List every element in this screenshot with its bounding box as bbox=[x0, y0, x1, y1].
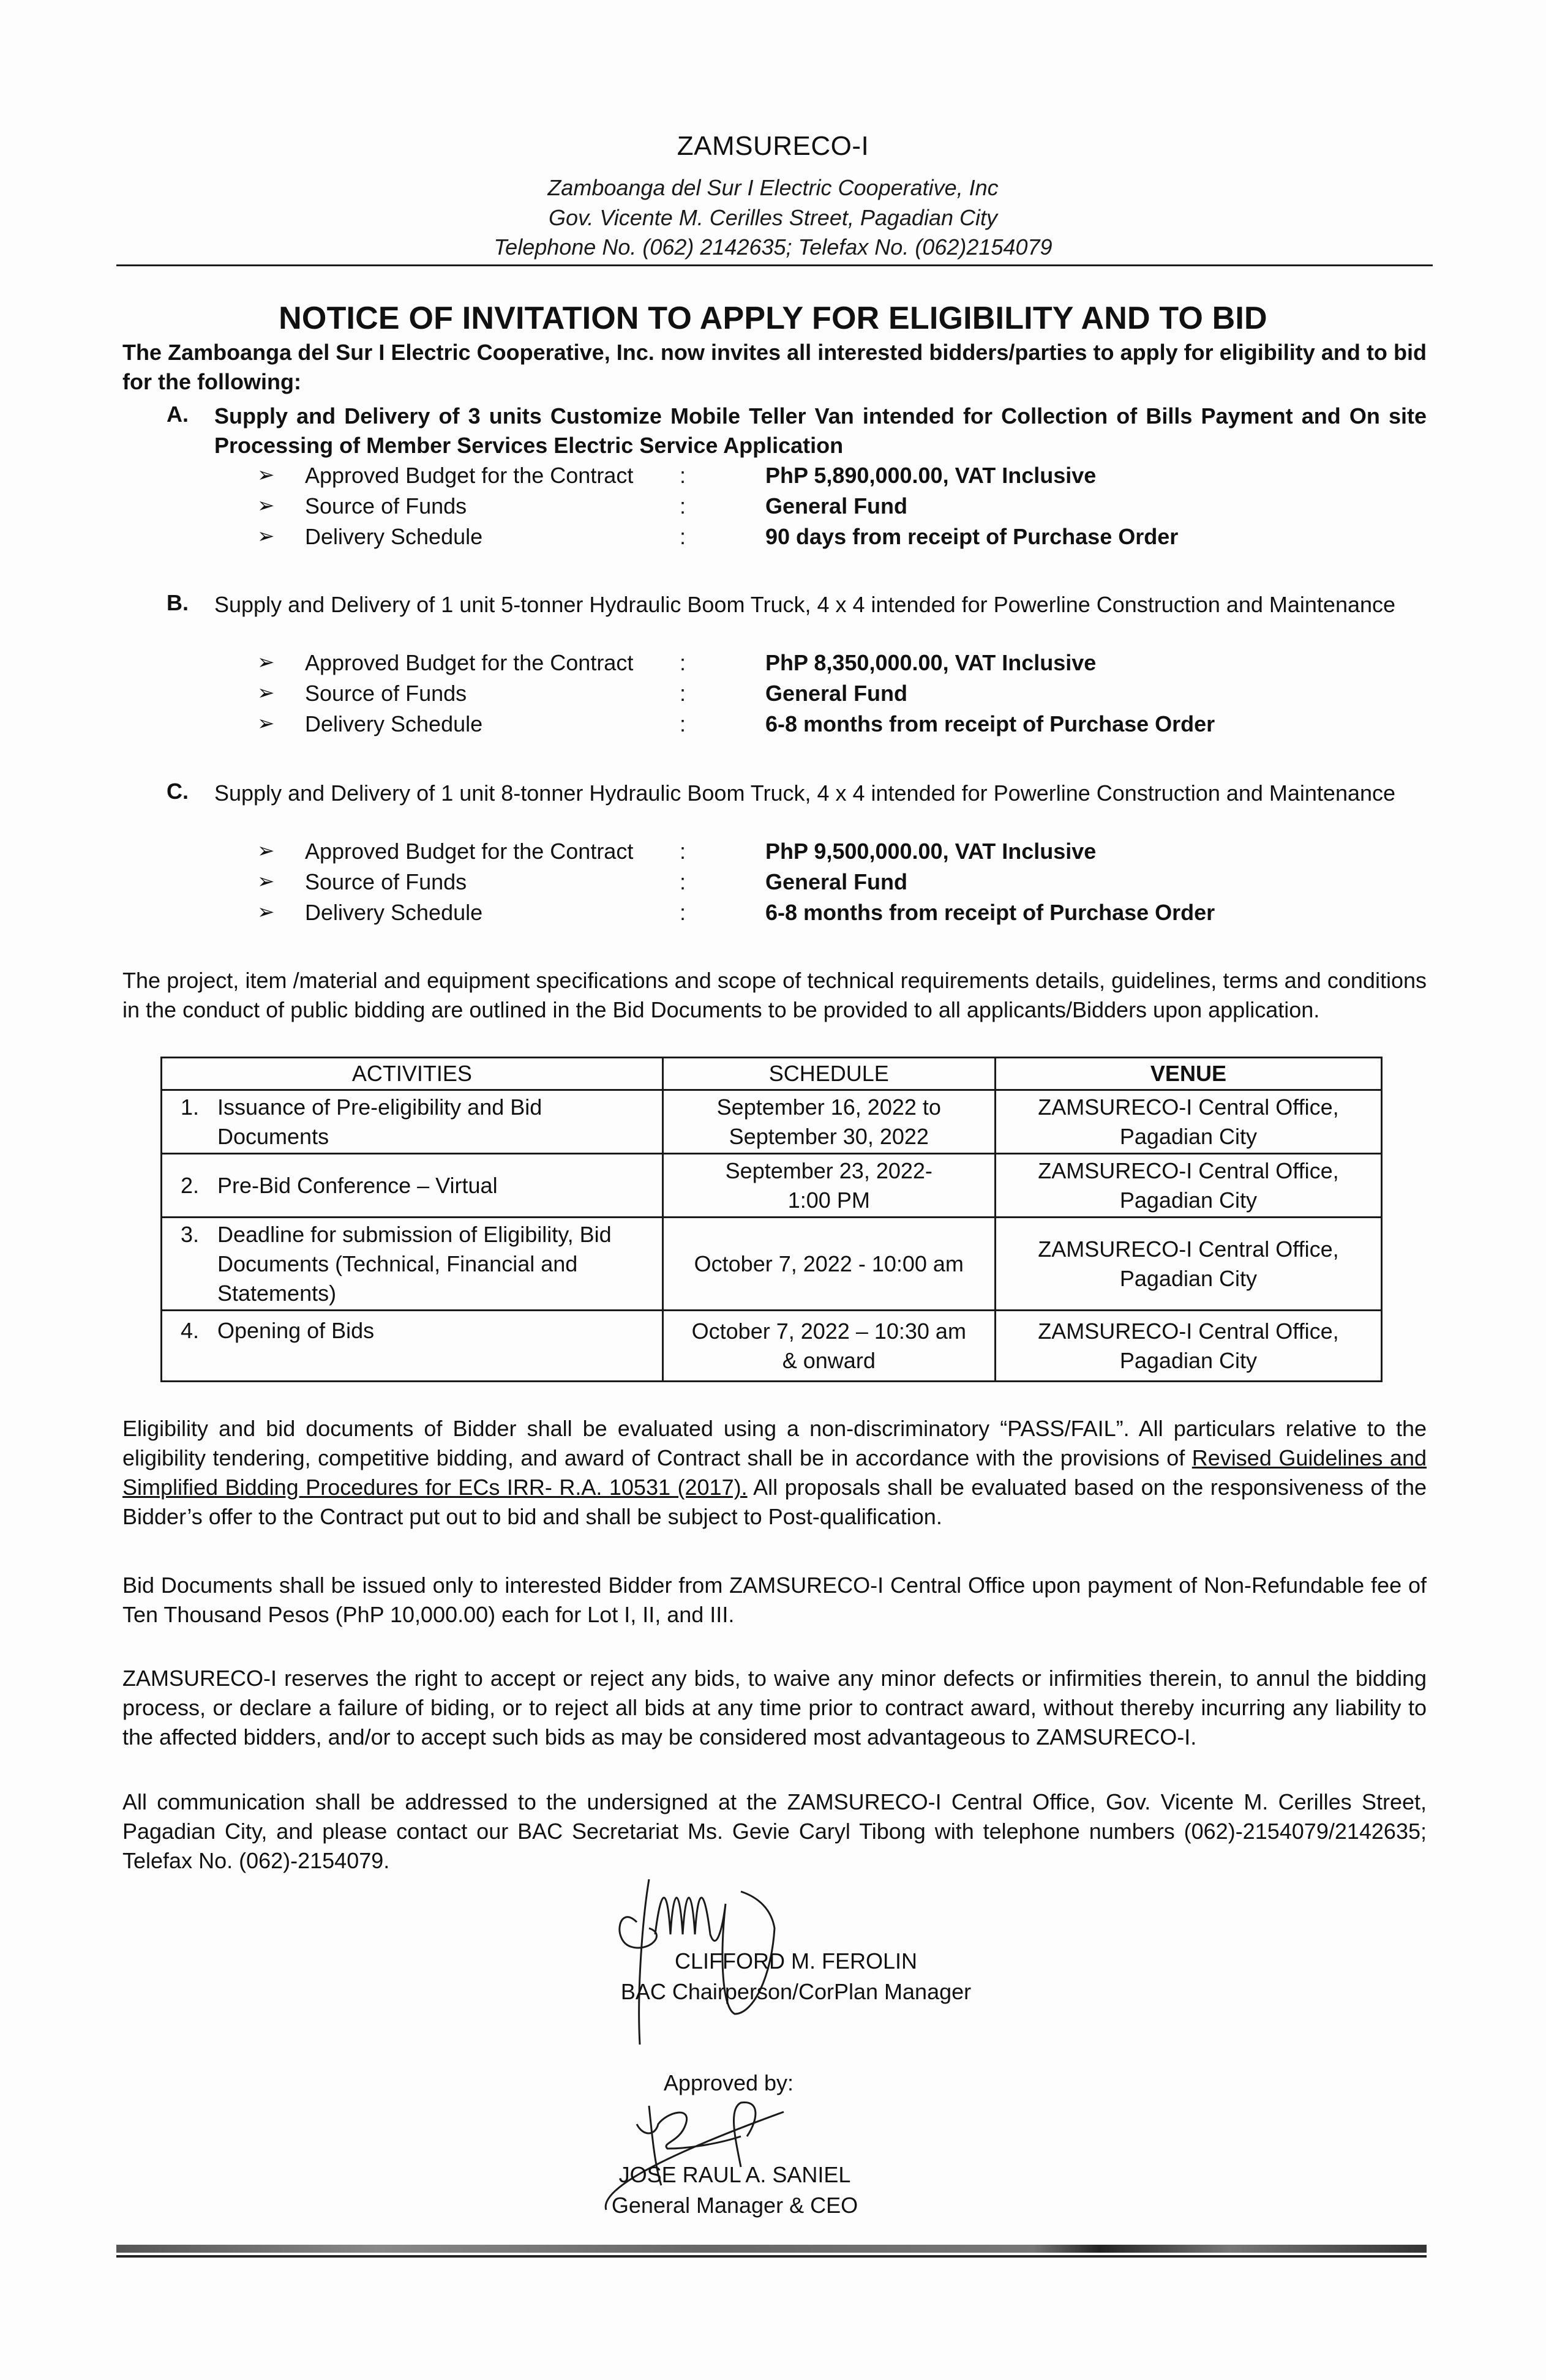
item-a-spec-budget bbox=[257, 463, 1420, 493]
item-c-spec-delivery bbox=[257, 900, 1420, 930]
item-b-title: Supply and Delivery of 1 unit 5-tonner Hydraulic Boom Truck, 4 x 4 intended for Powerline Construction and Maintenance bbox=[214, 592, 1396, 617]
item-b-spec-delivery bbox=[257, 711, 1420, 742]
spec-label: Approved Budget for the Contract bbox=[305, 839, 634, 864]
fee-paragraph: Bid Documents shall be issued only to interested Bidder from ZAMSURECO-I Central Office upon payment of Non-Refundable fee of Ten Thousand Pesos (PhP 10,000.00) each for Lot I, II, and III. bbox=[122, 1573, 1427, 1627]
venue-line: ZAMSURECO-I Central Office, bbox=[1038, 1158, 1339, 1183]
activity-number: 2. bbox=[181, 1172, 200, 1198]
table-row bbox=[162, 1311, 1382, 1382]
venue-cell bbox=[995, 1311, 1381, 1382]
footer-bar bbox=[116, 2245, 1427, 2253]
venue-line: ZAMSURECO-I Central Office, bbox=[1038, 1318, 1339, 1344]
spec-value: PhP 8,350,000.00, VAT Inclusive bbox=[765, 650, 1097, 675]
arrow-bullet-icon: ➢ bbox=[257, 494, 275, 517]
venue-line: Pagadian City bbox=[1119, 1187, 1258, 1213]
venue-cell bbox=[995, 1218, 1381, 1311]
venue-cell bbox=[995, 1090, 1381, 1154]
spec-label: Approved Budget for the Contract bbox=[305, 650, 634, 675]
schedule-line: September 23, 2022- bbox=[725, 1158, 932, 1183]
schedule-cell bbox=[662, 1090, 995, 1154]
activity-number: 1. bbox=[181, 1094, 200, 1120]
activity-number: 4. bbox=[181, 1318, 200, 1343]
spec-colon: : bbox=[680, 493, 686, 518]
schedule-line: October 7, 2022 – 10:30 am bbox=[691, 1318, 966, 1344]
activity-cell bbox=[162, 1218, 663, 1311]
spec-label: Source of Funds bbox=[305, 869, 467, 894]
schedule-cell bbox=[662, 1154, 995, 1218]
schedule-cell bbox=[662, 1218, 995, 1311]
signatory-1-name: CLIFFORD M. FEROLIN bbox=[674, 1948, 918, 1974]
arrow-bullet-icon: ➢ bbox=[257, 900, 275, 924]
notice-title: NOTICE OF INVITATION TO APPLY FOR ELIGIBILITY AND TO BID bbox=[279, 301, 1267, 336]
spec-value: PhP 9,500,000.00, VAT Inclusive bbox=[765, 839, 1097, 864]
org-name: ZAMSURECO-I bbox=[677, 131, 869, 161]
schedule-cell bbox=[662, 1311, 995, 1382]
spec-label: Delivery Schedule bbox=[305, 900, 483, 925]
spec-value: PhP 5,890,000.00, VAT Inclusive bbox=[765, 463, 1097, 488]
intro-paragraph: The Zamboanga del Sur I Electric Cooperative, Inc. now invites all interested bidders/parties to apply for eligibility and to bid for the following: bbox=[122, 340, 1427, 394]
spec-value: 90 days from receipt of Purchase Order bbox=[765, 524, 1179, 549]
venue-line: Pagadian City bbox=[1119, 1265, 1258, 1291]
signatory-2-name: JOSE RAUL A. SANIEL bbox=[618, 2162, 851, 2187]
arrow-bullet-icon: ➢ bbox=[257, 870, 275, 893]
evaluation-text-end: All proposals shall be evaluated based on the responsiveness of the Bidder’s offer to the Contract put out to bid and shall be subject to Post-qualification. bbox=[122, 1475, 1427, 1529]
table-header-row bbox=[162, 1058, 1382, 1090]
header-venue: VENUE bbox=[995, 1058, 1381, 1090]
org-full-name: Zamboanga del Sur I Electric Cooperative, Inc bbox=[547, 175, 999, 200]
header-activities: ACTIVITIES bbox=[162, 1058, 663, 1090]
item-c-title: Supply and Delivery of 1 unit 8-tonner Hydraulic Boom Truck, 4 x 4 intended for Powerline Construction and Maintenance bbox=[214, 780, 1396, 806]
reservation-paragraph: ZAMSURECO-I reserves the right to accept or reject any bids, to waive any minor defects or infirmities therein, to annul the bidding process, or declare a failure of biding, or to reject all bids at any time prior to contract award, without thereby incurring any liability to the affected bidders, and/or to accept such bids as may be considered most advantageous to ZAMSURECO-I. bbox=[122, 1666, 1427, 1749]
spec-label: Source of Funds bbox=[305, 681, 467, 706]
item-c-spec-budget bbox=[257, 839, 1420, 869]
footer-rule bbox=[116, 2255, 1427, 2258]
activity-cell bbox=[162, 1154, 663, 1218]
spec-colon: : bbox=[680, 463, 686, 488]
activity-cell bbox=[162, 1090, 663, 1154]
guidelines-reference: Revised Guidelines and Simplified Bidding Procedures for ECs IRR- R.A. 10531 (2017). bbox=[122, 1445, 1427, 1500]
communication-paragraph: All communication shall be addressed to the undersigned at the ZAMSURECO-I Central Office, Gov. Vicente M. Cerilles Street, Pagadian City, and please contact our BAC Secretariat Ms. Gevie Caryl Tibong with telephone numbers (062)-2154079/2142635; Telefax No. (062)-2154079. bbox=[122, 1789, 1427, 1873]
spec-colon: : bbox=[680, 839, 686, 864]
spec-value: General Fund bbox=[765, 869, 908, 894]
arrow-bullet-icon: ➢ bbox=[257, 463, 275, 487]
item-a-letter: A. bbox=[167, 402, 189, 427]
arrow-bullet-icon: ➢ bbox=[257, 681, 275, 705]
item-c-spec-funds bbox=[257, 869, 1420, 900]
table-row bbox=[162, 1154, 1382, 1218]
scope-paragraph: The project, item /material and equipment specifications and scope of technical requirements details, guidelines, terms and conditions in the conduct of public bidding are outlined in the Bid Documents to be provided to all applicants/Bidders upon application. bbox=[122, 968, 1427, 1022]
activity-text: Deadline for submission of Eligibility, Bid Documents (Technical, Financial and Statements) bbox=[217, 1221, 612, 1306]
org-contact: Telephone No. (062) 2142635; Telefax No. (062)2154079 bbox=[493, 234, 1053, 260]
item-a-spec-funds bbox=[257, 493, 1420, 524]
spec-value: 6-8 months from receipt of Purchase Order bbox=[765, 900, 1215, 925]
activity-text: Issuance of Pre-eligibility and Bid Documents bbox=[217, 1094, 542, 1149]
evaluation-paragraph bbox=[122, 1414, 1427, 1532]
spec-label: Source of Funds bbox=[305, 493, 467, 518]
activity-number: 3. bbox=[181, 1221, 200, 1247]
spec-colon: : bbox=[680, 900, 686, 925]
item-b-spec-funds bbox=[257, 681, 1420, 711]
header-schedule: SCHEDULE bbox=[662, 1058, 995, 1090]
spec-colon: : bbox=[680, 681, 686, 706]
item-a-title: Supply and Delivery of 3 units Customize Mobile Teller Van intended for Collection of Bills Payment and On site Processing of Member Services Electric Service Application bbox=[214, 403, 1427, 458]
item-b-spec-budget bbox=[257, 650, 1420, 681]
arrow-bullet-icon: ➢ bbox=[257, 651, 275, 674]
spec-label: Approved Budget for the Contract bbox=[305, 463, 634, 488]
schedule-line: & onward bbox=[782, 1347, 876, 1373]
spec-colon: : bbox=[680, 524, 686, 549]
activity-text: Pre-Bid Conference – Virtual bbox=[217, 1172, 498, 1198]
arrow-bullet-icon: ➢ bbox=[257, 839, 275, 863]
schedule-line: September 16, 2022 to bbox=[716, 1094, 941, 1120]
schedule-line: 1:00 PM bbox=[787, 1187, 870, 1213]
arrow-bullet-icon: ➢ bbox=[257, 525, 275, 548]
evaluation-text: Eligibility and bid documents of Bidder shall be evaluated using a non-discriminatory “PASS/FAIL”. All particulars relative to the eligibility tendering, competitive bidding, and award of Contract shall be in accordance with the provisions of bbox=[122, 1416, 1427, 1470]
activity-text: Opening of Bids bbox=[217, 1318, 375, 1343]
spec-label: Delivery Schedule bbox=[305, 524, 483, 549]
spec-value: General Fund bbox=[765, 493, 908, 518]
approved-by-label: Approved by: bbox=[663, 2070, 794, 2095]
spec-colon: : bbox=[680, 869, 686, 894]
spec-colon: : bbox=[680, 711, 686, 736]
signatory-1-title: BAC Chairperson/CorPlan Manager bbox=[620, 1979, 972, 2004]
table-row bbox=[162, 1090, 1382, 1154]
spec-value: General Fund bbox=[765, 681, 908, 706]
venue-line: ZAMSURECO-I Central Office, bbox=[1038, 1094, 1339, 1120]
venue-cell bbox=[995, 1154, 1381, 1218]
spec-colon: : bbox=[680, 650, 686, 675]
venue-line: ZAMSURECO-I Central Office, bbox=[1038, 1236, 1339, 1262]
schedule-line: September 30, 2022 bbox=[729, 1123, 929, 1149]
letterhead-divider bbox=[116, 264, 1433, 266]
spec-value: 6-8 months from receipt of Purchase Order bbox=[765, 711, 1215, 736]
item-c-letter: C. bbox=[167, 779, 189, 804]
item-a-spec-delivery bbox=[257, 524, 1420, 555]
spec-label: Delivery Schedule bbox=[305, 711, 483, 736]
org-address: Gov. Vicente M. Cerilles Street, Pagadian City bbox=[549, 205, 997, 230]
arrow-bullet-icon: ➢ bbox=[257, 712, 275, 735]
table-row bbox=[162, 1218, 1382, 1311]
signatory-2-title: General Manager & CEO bbox=[611, 2193, 858, 2218]
activity-cell bbox=[162, 1311, 663, 1382]
venue-line: Pagadian City bbox=[1119, 1123, 1258, 1149]
item-b-letter: B. bbox=[167, 590, 189, 615]
venue-line: Pagadian City bbox=[1119, 1347, 1258, 1373]
schedule-table bbox=[160, 1057, 1383, 1382]
schedule-line: October 7, 2022 - 10:00 am bbox=[694, 1251, 964, 1276]
